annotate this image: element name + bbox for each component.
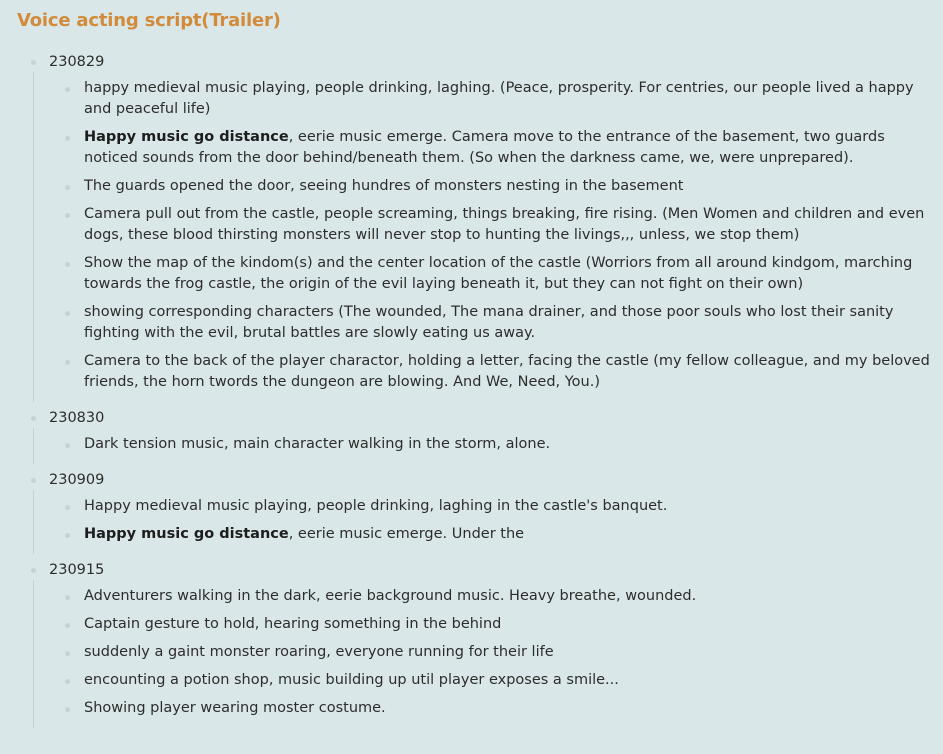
item-text: , eerie music emerge. Under the — [288, 526, 525, 542]
date-label: 230830 — [49, 410, 105, 426]
bullet-icon[interactable] — [65, 679, 70, 684]
list-item[interactable] — [34, 698, 943, 719]
date-label: 230829 — [49, 54, 105, 70]
bullet-icon[interactable] — [65, 360, 70, 365]
list-item[interactable] — [34, 253, 943, 295]
outline-list — [0, 52, 943, 734]
date-label: 230915 — [49, 562, 105, 578]
bullet-icon[interactable] — [65, 533, 70, 538]
bullet-icon[interactable] — [65, 87, 70, 92]
bullet-icon[interactable] — [65, 213, 70, 218]
date-section — [0, 408, 943, 464]
item-text: , eerie music emerge. Camera move to the entrance of the basement, two guards noticed sounds from the door behind/beneath them. (So when the darkness came, we, were unprepared). — [84, 129, 885, 166]
date-heading[interactable] — [0, 52, 943, 72]
list-item[interactable] — [34, 524, 943, 545]
page-title: Voice acting script(Trailer) — [17, 10, 281, 31]
nested-list — [33, 580, 943, 728]
bullet-icon[interactable] — [65, 443, 70, 448]
date-heading[interactable] — [0, 560, 943, 580]
date-heading[interactable] — [0, 470, 943, 490]
item-text: The guards opened the door, seeing hundres of monsters nesting in the basement — [84, 178, 684, 194]
bullet-icon[interactable] — [65, 707, 70, 712]
item-text: Showing player wearing moster costume. — [84, 700, 386, 716]
list-item[interactable] — [34, 176, 943, 197]
list-item[interactable] — [34, 78, 943, 120]
bullet-icon[interactable] — [65, 505, 70, 510]
list-item[interactable] — [34, 670, 943, 691]
item-text: encounting a potion shop, music building up util player exposes a smile... — [84, 672, 619, 688]
date-section — [0, 52, 943, 402]
item-text: Adventurers walking in the dark, eerie background music. Heavy breathe, wounded. — [84, 588, 697, 604]
date-section — [0, 560, 943, 728]
item-text: Captain gesture to hold, hearing something in the behind — [84, 616, 502, 632]
date-heading[interactable] — [0, 408, 943, 428]
bullet-icon[interactable] — [65, 595, 70, 600]
list-item[interactable] — [34, 434, 943, 455]
list-item[interactable] — [34, 204, 943, 246]
list-item[interactable] — [34, 351, 943, 393]
nested-list — [33, 72, 943, 402]
item-text: Dark tension music, main character walking in the storm, alone. — [84, 436, 551, 452]
bullet-icon[interactable] — [65, 262, 70, 267]
list-item[interactable] — [34, 614, 943, 635]
bullet-icon[interactable] — [31, 568, 36, 573]
nested-list — [33, 490, 943, 554]
bold-text: Happy music go distance — [84, 526, 289, 542]
bullet-icon[interactable] — [65, 136, 70, 141]
nested-list — [33, 428, 943, 464]
list-item[interactable] — [34, 586, 943, 607]
date-label: 230909 — [49, 472, 105, 488]
bullet-icon[interactable] — [65, 311, 70, 316]
item-text: Show the map of the kindom(s) and the center location of the castle (Worriors from all around kindgom, marching towards the frog castle, the origin of the evil laying beneath it, but they can not fight on their own) — [84, 255, 913, 292]
item-text: happy medieval music playing, people drinking, laghing. (Peace, prosperity. For centries, our people lived a happy and peaceful life) — [84, 80, 914, 117]
item-text: Happy medieval music playing, people drinking, laghing in the castle's banquet. — [84, 498, 668, 514]
list-item[interactable] — [34, 302, 943, 344]
bullet-icon[interactable] — [65, 185, 70, 190]
bullet-icon[interactable] — [31, 416, 36, 421]
bullet-icon[interactable] — [65, 651, 70, 656]
bullet-icon[interactable] — [31, 478, 36, 483]
bullet-icon[interactable] — [65, 623, 70, 628]
item-text: suddenly a gaint monster roaring, everyone running for their life — [84, 644, 554, 660]
item-text: showing corresponding characters (The wounded, The mana drainer, and those poor souls who lost their sanity fighting with the evil, brutal battles are slowly eating us away. — [84, 304, 894, 341]
list-item[interactable] — [34, 127, 943, 169]
item-text: Camera pull out from the castle, people screaming, things breaking, fire rising. (Men Women and children and even dogs, these blood thirsting monsters will never stop to hunting the livings,,, unless, we stop them) — [84, 206, 925, 243]
list-item[interactable] — [34, 642, 943, 663]
list-item[interactable] — [34, 496, 943, 517]
bullet-icon[interactable] — [31, 60, 36, 65]
bold-text: Happy music go distance — [84, 129, 289, 145]
date-section — [0, 470, 943, 554]
item-text: Camera to the back of the player charactor, holding a letter, facing the castle (my fellow colleague, and my beloved friends, the horn twords the dungeon are blowing. And We, Need, You.) — [84, 353, 930, 390]
